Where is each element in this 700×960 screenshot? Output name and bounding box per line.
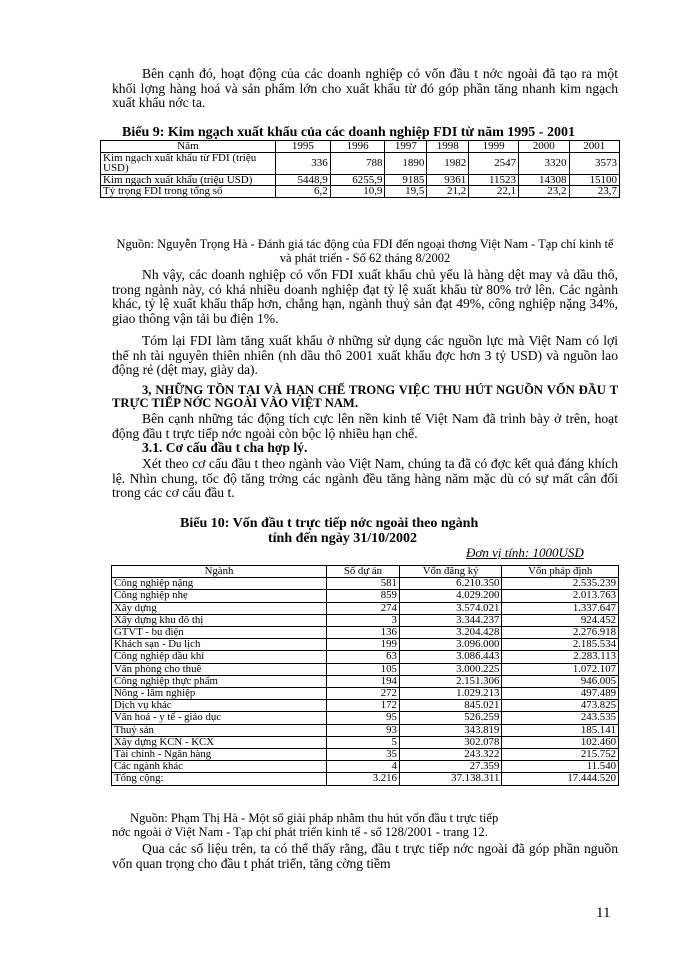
table-cell: 1997 — [385, 141, 427, 153]
table-cell: 3.086.443 — [399, 651, 501, 663]
table-cell: 22,1 — [469, 186, 519, 198]
table-cell: 4.029.200 — [399, 590, 501, 602]
table-cell: 23,2 — [519, 186, 569, 198]
source-note-2-line2: nớc ngoài ở Việt Nam - Tạp chí phát triển kinh tế - số 128/2001 - trang 12. — [112, 825, 488, 839]
table-row — [112, 651, 619, 663]
table2-caption-line1: Biểu 10: Vốn đầu t trực tiếp nớc ngoài theo ngành — [180, 516, 479, 531]
table-cell: 526.259 — [399, 712, 501, 724]
table-cell: 272 — [327, 688, 400, 700]
table-cell: 2547 — [469, 152, 519, 174]
table-row — [112, 688, 619, 700]
table-cell: 35 — [327, 749, 400, 761]
table-cell: 2001 — [569, 141, 620, 153]
table-cell: 15100 — [569, 174, 620, 186]
table-cell: 788 — [330, 152, 385, 174]
table-cell: 1998 — [427, 141, 469, 153]
paragraph-limitations: Bên cạnh những tác động tích cực lên nền kinh tế Việt Nam đã trình bày ở trên, hoạt động đầu t trực tiếp nớc ngoài còn bộc lộ nhiều hạn chế. — [112, 411, 618, 441]
table-row — [112, 663, 619, 675]
table-cell: 3.096.000 — [399, 639, 501, 651]
table-cell: 215.752 — [502, 749, 619, 761]
row-label: Kim ngạch xuất khẩu (triệu USD) — [101, 174, 276, 186]
paragraph-intro: Bên cạnh đó, hoạt động của các doanh nghiệp có vốn đầu t nớc ngoài đã tạo ra một khối lợng hàng hoá và sản phẩm lớn cho xuất khẩu từ đó góp phần tăng nhanh kim ngạch xuất khẩu nớc ta. — [112, 66, 618, 111]
table-cell: 924.452 — [502, 614, 619, 626]
section-heading-3: 3, NHỮNG TỒN TẠI VÀ HẠN CHẾ TRONG VIỆC THU HÚT NGUỒN VỐN ĐẦU T TRỰC TIẾP NỚC NGOÀI VÀO VIỆT NAM. — [112, 383, 618, 410]
sector-name: Công nghiệp thực phẩm — [112, 675, 327, 687]
table-cell: 3320 — [519, 152, 569, 174]
table-cell: 1995 — [276, 141, 331, 153]
table2-caption-line2: tính đến ngày 31/10/2002 — [268, 531, 417, 546]
table-cell: 27.359 — [399, 761, 501, 773]
table-cell: 1.337.647 — [502, 602, 619, 614]
table-cell: 497.489 — [502, 688, 619, 700]
table-header-row — [101, 141, 620, 153]
paragraph-conclusion: Qua các số liệu trên, ta có thể thấy rằng, đầu t trực tiếp nớc ngoài đã góp phần nguồn vốn quan trọng cho đầu t phát triển, tăng cờng tiềm — [112, 841, 618, 871]
table-cell: 473.825 — [502, 700, 619, 712]
table-cell: 859 — [327, 590, 400, 602]
column-header: Vốn đăng ký — [399, 566, 501, 578]
sector-name: Thuỷ sản — [112, 724, 327, 736]
table-cell: 946.005 — [502, 675, 619, 687]
table-cell: 11523 — [469, 174, 519, 186]
sector-name: Công nghiệp nhẹ — [112, 590, 327, 602]
table-cell: 2.283.113 — [502, 651, 619, 663]
table-cell: 2.276.918 — [502, 627, 619, 639]
table-cell: 243.322 — [399, 749, 501, 761]
table-cell: 105 — [327, 663, 400, 675]
table-cell: 63 — [327, 651, 400, 663]
table-cell: 3.000.225 — [399, 663, 501, 675]
table-cell: 172 — [327, 700, 400, 712]
subsection-heading-3-1: 3.1. Cơ cấu đầu t cha hợp lý. — [142, 440, 308, 455]
table-cell: 11.540 — [502, 761, 619, 773]
table-cell: 6,2 — [276, 186, 331, 198]
source-note-1: Nguồn: Nguyễn Trọng Hà - Đánh giá tác động của FDI đến ngoại thơng Việt Nam - Tạp chí kinh tế và phát triển - Số 62 tháng 8/2002 — [116, 237, 614, 265]
table-row — [112, 614, 619, 626]
table-cell: 37.138.311 — [399, 773, 501, 785]
table-row — [112, 712, 619, 724]
fdi-sector-table — [111, 565, 619, 786]
table-row — [112, 724, 619, 736]
sector-name: Văn phòng cho thuê — [112, 663, 327, 675]
table-row — [112, 602, 619, 614]
table-row — [112, 578, 619, 590]
sector-name: Xây dựng khu đô thị — [112, 614, 327, 626]
table-cell: 17.444.520 — [502, 773, 619, 785]
sector-name: Công nghiệp dầu khí — [112, 651, 327, 663]
table-cell: 845.021 — [399, 700, 501, 712]
sector-name: Văn hoá - y tế - giáo dục — [112, 712, 327, 724]
table-row — [112, 627, 619, 639]
paragraph-export-structure: Nh vậy, các doanh nghiệp có vốn FDI xuất khẩu chủ yếu là hàng dệt may và dầu thô, trong ngành này, có khá nhiều doanh nghiệp đạt tỷ lệ xuất khẩu từ 80% trở lên. Các ngành khác, tỷ lệ xuất khẩu thấp hơn, chẳng hạn, ngành thuỷ sản đạt 49%, công nghiệp nặng 34%, giao thông vận tải bu điện 1%. — [112, 267, 618, 326]
table-cell: 199 — [327, 639, 400, 651]
table-cell: 2.151.306 — [399, 675, 501, 687]
sector-name: Khách sạn - Du lịch — [112, 639, 327, 651]
table-row — [112, 749, 619, 761]
table-row — [101, 174, 620, 186]
table-cell: 3.344.237 — [399, 614, 501, 626]
table-row — [112, 736, 619, 748]
sector-name: Công nghiệp nặng — [112, 578, 327, 590]
table-cell: 1.029.213 — [399, 688, 501, 700]
column-header: Ngành — [112, 566, 327, 578]
table-cell: 19,5 — [385, 186, 427, 198]
table-row — [112, 700, 619, 712]
table-cell: 274 — [327, 602, 400, 614]
paragraph-sector-structure: Xét theo cơ cấu đầu t theo ngành vào Việt Nam, chúng ta đã có đợc kết quả đáng khích lệ. Nhìn chung, tốc độ tăng trởng các ngành đều tăng hàng năm mặc dù có sự mất cân đối trong các cơ cấu đầu t. — [112, 456, 618, 501]
table-cell: 9361 — [427, 174, 469, 186]
page-number: 11 — [596, 905, 611, 921]
table-cell: 2000 — [519, 141, 569, 153]
row-label: Năm — [101, 141, 276, 153]
sector-name: Xây dựng KCN - KCX — [112, 736, 327, 748]
table-cell: 23,7 — [569, 186, 620, 198]
table-row — [101, 186, 620, 198]
table-cell: 302.078 — [399, 736, 501, 748]
table-cell: 336 — [276, 152, 331, 174]
sector-name: Các ngành khác — [112, 761, 327, 773]
column-header: Vốn pháp định — [502, 566, 619, 578]
table-cell: 3573 — [569, 152, 620, 174]
table-cell: 93 — [327, 724, 400, 736]
table-row — [112, 773, 619, 785]
table-cell: 1.072.107 — [502, 663, 619, 675]
row-label: Tỷ trọng FDI trong tổng số — [101, 186, 276, 198]
sector-name: Nông - lâm nghiệp — [112, 688, 327, 700]
table-cell: 136 — [327, 627, 400, 639]
table-cell: 1996 — [330, 141, 385, 153]
column-header: Số dự án — [327, 566, 400, 578]
table-row — [101, 152, 620, 174]
table-cell: 1999 — [469, 141, 519, 153]
table-cell: 6255,9 — [330, 174, 385, 186]
table-cell: 14308 — [519, 174, 569, 186]
table-cell: 3.204.428 — [399, 627, 501, 639]
table-cell: 3.216 — [327, 773, 400, 785]
source-note-2-line1: Nguồn: Phạm Thị Hà - Một số giải pháp nhằm thu hút vốn đầu t trực tiếp — [130, 811, 499, 825]
table-cell: 95 — [327, 712, 400, 724]
table-cell: 1982 — [427, 152, 469, 174]
table-row — [112, 675, 619, 687]
table-cell: 3 — [327, 614, 400, 626]
table-cell: 6.210.350 — [399, 578, 501, 590]
table-cell: 3.574.021 — [399, 602, 501, 614]
sector-name: GTVT - bu điện — [112, 627, 327, 639]
table-cell: 10,9 — [330, 186, 385, 198]
table-cell: 5448,9 — [276, 174, 331, 186]
paragraph-summary: Tóm lại FDI làm tăng xuất khẩu ở những sử dụng các nguồn lực mà Việt Nam có lợi thế nh tài nguyên thiên nhiên (nh dầu thô 2001 xuất khẩu đợc hơn 3 tỷ USD) và nguồn lao động rẻ (dệt may, giày da). — [112, 333, 618, 378]
table-row — [112, 761, 619, 773]
table-cell: 1890 — [385, 152, 427, 174]
table-cell: 9185 — [385, 174, 427, 186]
sector-name: Tổng cộng: — [112, 773, 327, 785]
sector-name: Dịch vụ khác — [112, 700, 327, 712]
table-cell: 243.535 — [502, 712, 619, 724]
table-row — [112, 590, 619, 602]
table-cell: 2.185.534 — [502, 639, 619, 651]
table1-caption: Biểu 9: Kim ngạch xuất khẩu của các doanh nghiệp FDI từ năm 1995 - 2001 — [122, 125, 575, 140]
table-cell: 4 — [327, 761, 400, 773]
sector-name: Xây dựng — [112, 602, 327, 614]
table-cell: 2.013.763 — [502, 590, 619, 602]
table-cell: 102.460 — [502, 736, 619, 748]
table-cell: 581 — [327, 578, 400, 590]
table2-unit: Đơn vị tính: 1000USD — [466, 545, 584, 560]
table-cell: 343.819 — [399, 724, 501, 736]
table-cell: 5 — [327, 736, 400, 748]
table-cell: 185.141 — [502, 724, 619, 736]
table-cell: 2.535.239 — [502, 578, 619, 590]
fdi-export-table — [100, 140, 620, 198]
table-row — [112, 639, 619, 651]
sector-name: Tài chính - Ngân hàng — [112, 749, 327, 761]
row-label: Kim ngạch xuất khẩu từ FDI (triệu USD) — [101, 152, 276, 174]
table-cell: 21,2 — [427, 186, 469, 198]
table-cell: 194 — [327, 675, 400, 687]
